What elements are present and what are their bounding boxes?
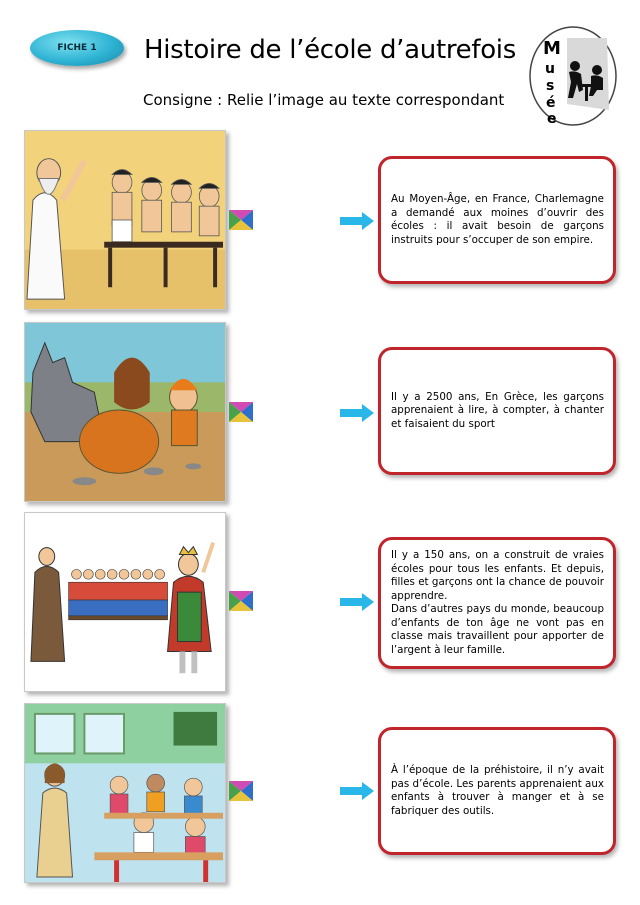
text-card-1[interactable]: [378, 156, 616, 284]
image-charlemagne-school[interactable]: [24, 512, 226, 692]
text-card-4-content: À l’époque de la préhistoire, il n’y avait pas d’école. Les parents apprenaient aux enfants à trouver à manger et à se fabriquer des outils.: [391, 764, 604, 817]
modern-classroom-illustration-icon: [25, 704, 225, 882]
text-card-1-content: Au Moyen-Âge, en France, Charlemagne a demandé aux moines d’ouvrir des écoles : il avait besoin de garçons instruits pour s’occuper de son empire.: [391, 193, 604, 246]
page-title: Histoire de l’école d’autrefois: [144, 35, 516, 65]
logo-letter-e: e: [547, 111, 557, 127]
logo-letter-m: M: [543, 38, 561, 59]
logo-letter-e-acute: é: [546, 95, 556, 111]
connector-point-3-icon[interactable]: [226, 588, 256, 614]
image-greek-school[interactable]: [24, 130, 226, 310]
museum-logo: [527, 24, 619, 128]
logo-letter-u: u: [545, 61, 555, 77]
image-prehistory[interactable]: [24, 322, 226, 502]
arrow-3-icon: [340, 593, 374, 611]
logo-letter-s: s: [546, 78, 555, 94]
text-card-2-content: Il y a 2500 ans, En Grèce, les garçons apprenaient à lire, à compter, à chanter et faisaient du sport: [391, 390, 604, 430]
greek-teacher-illustration-icon: [25, 131, 225, 309]
fiche-badge: [30, 30, 124, 66]
arrow-1-icon: [340, 212, 374, 230]
connector-point-4-icon[interactable]: [226, 778, 256, 804]
charlemagne-school-illustration-icon: [25, 513, 225, 691]
text-card-2[interactable]: [378, 347, 616, 475]
arrow-4-icon: [340, 782, 374, 800]
text-card-3[interactable]: [378, 537, 616, 669]
text-card-3-content: Il y a 150 ans, on a construit de vraies écoles pour tous les enfants. Et depuis, filles et garçons ont la chance de pouvoir apprendre. Dans d’autres pays du monde, beaucoup d’enfants de ton âge ne vont pas en classe mais travaillent pour apporter de l’argent à leur famille.: [391, 549, 604, 656]
connector-point-1-icon[interactable]: [226, 207, 256, 233]
connector-point-2-icon[interactable]: [226, 399, 256, 425]
text-card-4[interactable]: [378, 727, 616, 855]
image-modern-classroom[interactable]: [24, 703, 226, 883]
prehistoric-hunter-illustration-icon: [25, 323, 225, 501]
fiche-badge-label: FICHE 1: [57, 43, 97, 53]
arrow-2-icon: [340, 404, 374, 422]
instruction-text: Consigne : Relie l’image au texte correspondant: [143, 91, 505, 109]
